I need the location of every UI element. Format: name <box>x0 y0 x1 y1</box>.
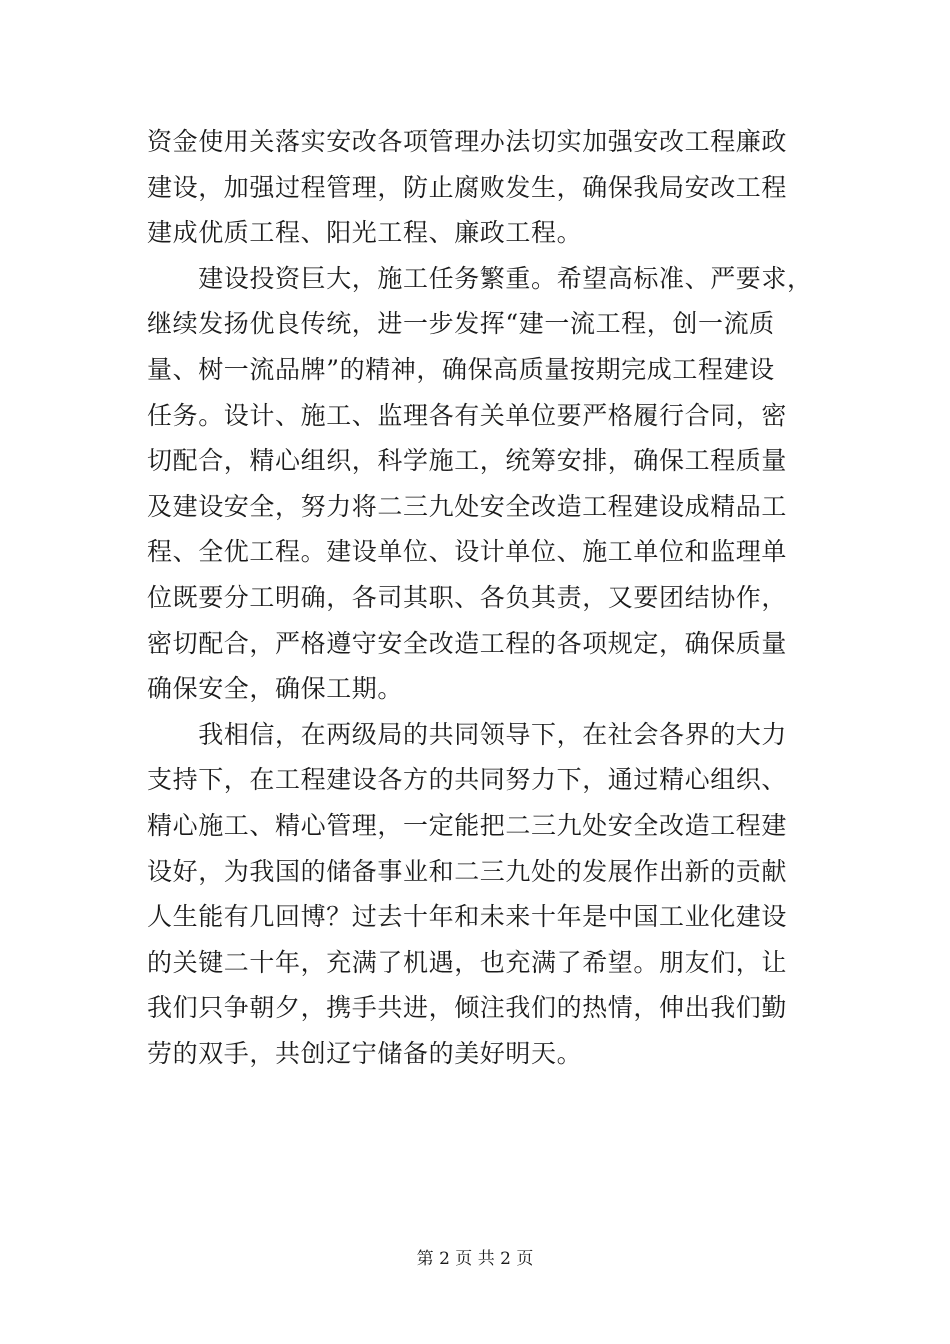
text-line: 人生能有几回博？过去十年和未来十年是中国工业化建设 <box>147 902 788 932</box>
text-line: 精心施工、精心管理，一定能把二三九处安全改造工程建 <box>147 810 788 840</box>
text-line: 设好，为我国的储备事业和二三九处的发展作出新的贡献 <box>147 856 788 886</box>
document-body <box>147 119 827 1076</box>
text-line: 建设投资巨大，施工任务繁重。希望高标准、严要求， <box>147 263 813 293</box>
text-line: 位既要分工明确，各司其职、各负其责，又要团结协作， <box>147 582 788 612</box>
text-line: 量、树一流品牌”的精神，确保高质量按期完成工程建设 <box>147 354 775 384</box>
page-number: 第 2 页 共 2 页 <box>416 1249 534 1269</box>
text-line: 资金使用关落实安改各项管理办法切实加强安改工程廉政 <box>147 127 788 156</box>
text-line: 支持下，在工程建设各方的共同努力下，通过精心组织、 <box>147 765 788 795</box>
text-line: 任务。设计、施工、监理各有关单位要严格履行合同，密 <box>147 400 788 430</box>
text-line: 继续发扬优良传统，进一步发挥“建一流工程，创一流质 <box>147 309 775 339</box>
text-line: 程、全优工程。建设单位、设计单位、施工单位和监理单 <box>147 537 788 567</box>
page-footer <box>0 1244 950 1269</box>
text-line: 建成优质工程、阳光工程、廉政工程。 <box>147 218 583 248</box>
text-line: 切配合，精心组织，科学施工，统筹安排，确保工程质量 <box>147 446 788 476</box>
text-line: 我相信，在两级局的共同领导下，在社会各界的大力 <box>147 719 788 749</box>
text-line: 及建设安全，努力将二三九处安全改造工程建设成精品工 <box>147 491 788 521</box>
text-line: 我们只争朝夕，携手共进，倾注我们的热情，伸出我们勤 <box>147 993 788 1023</box>
text-line: 确保安全，确保工期。 <box>147 674 404 704</box>
text-line: 的关键二十年，充满了机遇，也充满了希望。朋友们，让 <box>147 947 788 977</box>
text-line: 劳的双手，共创辽宁储备的美好明天。 <box>147 1038 583 1068</box>
text-line: 密切配合，严格遵守安全改造工程的各项规定，确保质量 <box>147 628 788 658</box>
text-line: 建设，加强过程管理，防止腐败发生，确保我局安改工程 <box>147 172 788 202</box>
